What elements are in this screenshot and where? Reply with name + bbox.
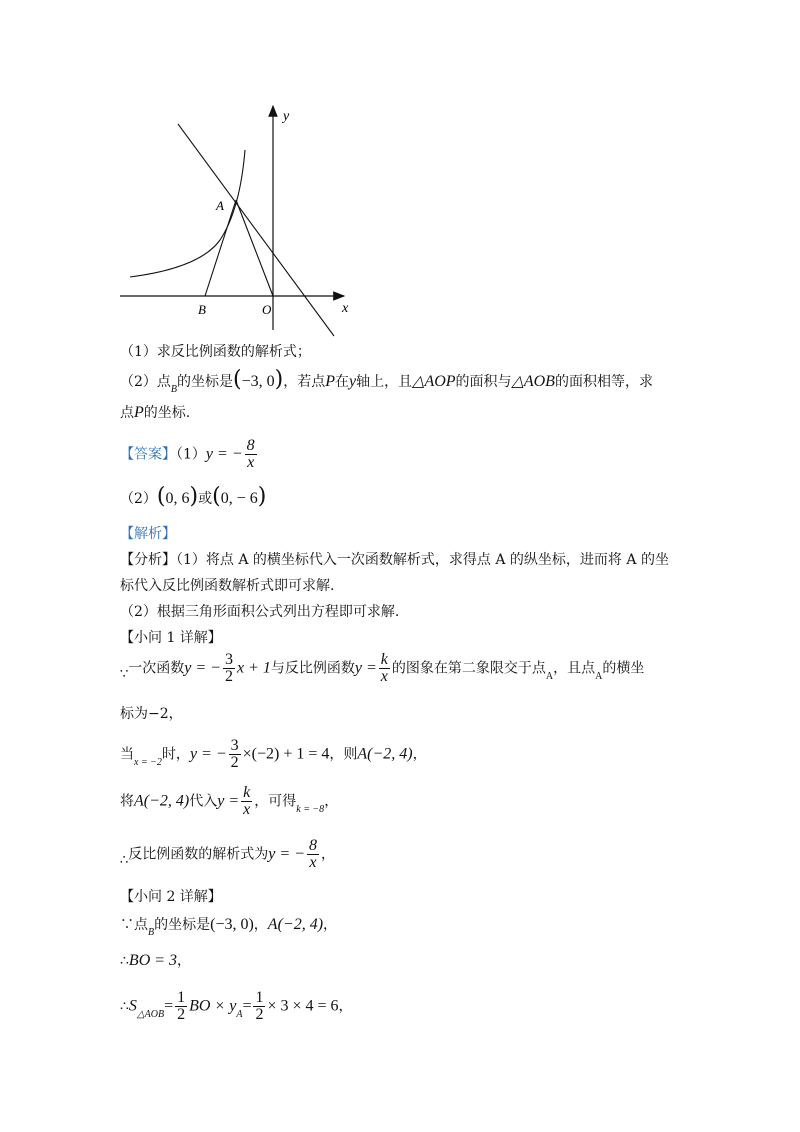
part1-t12: 反比例函数的解析式为 [128, 846, 269, 863]
part1-t1: 一次函数 [128, 660, 185, 677]
part1-when: 当 [120, 746, 134, 763]
part2-therefore1: ∴ [120, 953, 129, 969]
part2-t6: ， [338, 998, 353, 1015]
part1-line5 [120, 838, 335, 871]
question-1: （1）求反比例函数的解析式； [120, 344, 311, 360]
q2-text4: 轴上，且 [356, 374, 413, 390]
part1-kval: k = −8 [296, 803, 325, 815]
q2-coord: −3, 0 [241, 373, 275, 390]
part2-t1: 点 [134, 917, 148, 933]
part1-t3: 的图象在第二象限交于点 [391, 660, 546, 677]
part2-n1: 1 [177, 989, 186, 1006]
part1-eq2a: y = [354, 659, 377, 677]
part1-eq1n: 3 [224, 651, 233, 668]
analysis-tag: 【解析】 [120, 526, 176, 542]
answer-coord2: 0, − 6 [220, 490, 258, 507]
part1-t11: ， [324, 793, 339, 810]
part1-eq1a: y = − [184, 659, 221, 677]
part1-eq5n: 8 [308, 837, 317, 854]
part1-eq4n: k [243, 784, 251, 801]
part2-line2 [120, 952, 191, 970]
answer-fraction [245, 438, 257, 471]
part2-t5: ， [177, 953, 192, 969]
part1-eq2n: k [380, 651, 388, 668]
answer-line2: （2）(0, 6)或(0, − 6) [120, 484, 267, 509]
part2-s: S [128, 997, 137, 1015]
part1-a2: A [595, 670, 603, 682]
part1-t13: ， [320, 846, 335, 863]
part1-eq4d: x [243, 801, 251, 818]
part2-bo: BO = 3 [128, 952, 178, 969]
part2-t2: 的坐标是 [154, 917, 211, 933]
answer-eq: y = − [205, 445, 243, 463]
part1-frac1 [223, 652, 235, 685]
part1-eq5a: y = − [268, 845, 305, 863]
fenxi-line2: 标代入反比例函数解析式即可求解. [120, 578, 335, 594]
q2-point-p: P [325, 373, 336, 390]
q2-text2: ，若点 [283, 374, 326, 390]
part1-a1: A [545, 670, 554, 682]
part1-frac4 [241, 785, 252, 818]
part2-frac2 [253, 990, 265, 1023]
part2-line3 [120, 990, 353, 1023]
answer-p2: （2） [120, 491, 157, 507]
origin-label: O [262, 302, 272, 317]
part1-frac5 [307, 838, 319, 871]
q2-point-b: B [170, 384, 178, 395]
because-symbol: ∵ [120, 666, 129, 682]
point-a-label: A [216, 198, 224, 213]
part2-line1 [120, 916, 337, 936]
part2-eqa: = [164, 997, 174, 1015]
part2-therefore2: ∴ [120, 998, 129, 1015]
part2-s-sub: △AOB [136, 1008, 165, 1020]
part2-d2: 2 [255, 1006, 264, 1023]
part2-frac1 [175, 990, 187, 1023]
q2-y: y [349, 373, 357, 390]
answer-line1 [120, 438, 259, 471]
q2-text6: 的面积相等，求 [554, 374, 653, 390]
y-axis-label: y [283, 109, 290, 124]
part2-ya: A [236, 1008, 243, 1020]
part1-eq1d: 2 [224, 668, 233, 685]
part1-line2: 标为−2， [120, 706, 183, 722]
question-2-line1: （2）点$_B$的坐标是(−3, 0)，若点P在y轴上，且△AOP的面积与△AOB的面积相等，求 [120, 367, 653, 395]
part2-coord: (−3, 0) [210, 916, 254, 933]
part1-t6: 时， [161, 746, 190, 763]
q2-pre: （2）点 [120, 374, 171, 390]
part1-eq2d: x [380, 668, 388, 685]
coordinate-figure [110, 100, 360, 345]
answer-num: 8 [246, 437, 255, 454]
part2-because: ∵ [120, 917, 134, 933]
part1-sub: 将 [120, 793, 134, 810]
q2-line2-b: 的坐标. [143, 405, 191, 421]
point-b-label: B [198, 302, 206, 317]
part1-t5: 的横坐 [602, 660, 645, 677]
part1-eq4a: y = [217, 792, 240, 810]
part1-t10: ，可得 [254, 793, 297, 810]
x-axis-label: x [342, 301, 349, 316]
fenxi-tag: 【分析】 [120, 552, 176, 568]
segment-ao [236, 200, 273, 296]
part1-cond: x = −2 [134, 756, 162, 768]
question-2-line2 [120, 404, 190, 422]
part2-b: B [148, 927, 155, 938]
part2-eqb: BO × y [189, 997, 237, 1015]
part1-point-a: A(−2, 4) [357, 745, 413, 763]
part1-point-a2: A(−2, 4) [134, 792, 190, 810]
q2-text1: 的坐标是 [177, 374, 234, 390]
q2-line2-a: 点 [120, 405, 134, 421]
part2-point-a: A(−2, 4) [267, 916, 324, 933]
segment-ab [205, 200, 236, 296]
answer-tag: 【答案】 [120, 446, 176, 463]
part2-t3: ， [253, 917, 268, 933]
fenxi-line3: （2）根据三角形面积公式列出方程即可求解. [120, 604, 400, 620]
answer-or: 或 [198, 491, 213, 507]
answer-den: x [247, 454, 255, 471]
part1-t4: ，且点 [553, 660, 596, 677]
part1-line1 [120, 652, 644, 685]
q2-text3: 在 [335, 374, 350, 390]
part1-t2: 与反比例函数 [270, 660, 355, 677]
q2-line2-p: P [134, 404, 144, 421]
answer-coord1: 0, 6 [165, 490, 190, 507]
part1-eq3a: y = − [189, 745, 227, 763]
therefore-symbol: ∴ [120, 852, 129, 868]
part1-eq3b: ×(−2) + 1 = 4 [242, 745, 330, 763]
fenxi-line1 [120, 551, 669, 569]
part1-tag: 【小问 1 详解】 [120, 630, 222, 646]
hyperbola-curve [130, 150, 245, 277]
part2-eqd: × 3 × 4 = 6 [267, 997, 339, 1015]
q2-text5: 的面积与 [455, 374, 512, 390]
part1-eq3d: 2 [230, 754, 239, 771]
q2-triangle-aop: △AOP [412, 373, 456, 390]
part1-frac3 [229, 738, 241, 771]
part1-eq1b: x + 1 [236, 659, 271, 677]
part1-frac2 [379, 652, 390, 685]
part1-eq5d: x [309, 854, 317, 871]
part2-n2: 1 [255, 989, 264, 1006]
q2-triangle-aob: △AOB [511, 373, 555, 390]
answer-p1: （1） [176, 446, 206, 463]
part1-line4 [120, 785, 338, 818]
part1-eq3n: 3 [230, 737, 239, 754]
part2-tag: 【小问 2 详解】 [120, 889, 222, 905]
part1-t8: ， [412, 746, 427, 763]
part2-d1: 2 [177, 1006, 186, 1023]
part2-eqc: = [242, 997, 252, 1015]
fenxi-text1: （1）将点 A 的横坐标代入一次函数解析式，求得点 A 的纵坐标，进而将 A 的坐 [176, 552, 669, 568]
part1-t9: 代入 [189, 793, 218, 810]
part1-line3 [120, 738, 427, 771]
part1-t7: ，则 [329, 746, 358, 763]
part2-t4: ， [323, 917, 338, 933]
